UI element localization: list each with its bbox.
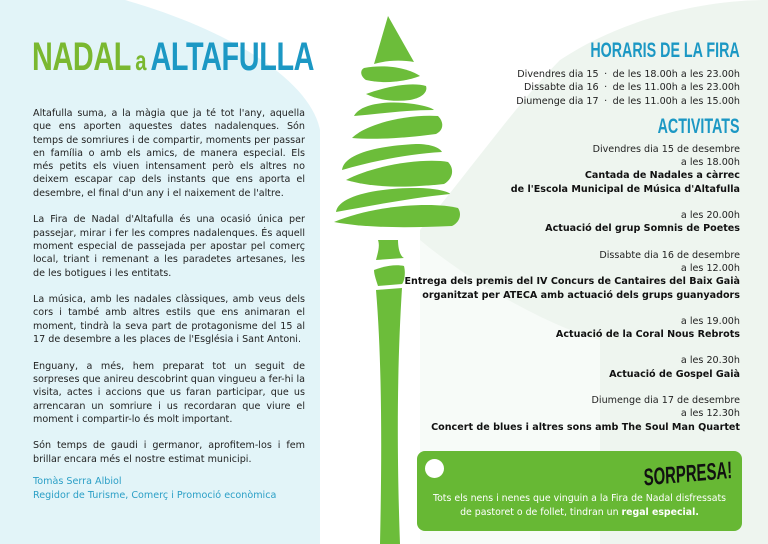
activitats-title: ACTIVITATS bbox=[658, 114, 740, 138]
horari-hours: de les 18.00h a les 23.00h bbox=[612, 69, 740, 80]
title-a: a bbox=[135, 45, 147, 76]
sorpresa-box bbox=[417, 451, 742, 531]
signature-role: Regidor de Turisme, Comerç i Promoció econòmica bbox=[33, 490, 277, 501]
horari-row bbox=[400, 68, 740, 81]
intro-paragraph: Altafulla suma, a la màgia que ja té tot l'any, aquella que ens aporten aquestes dates nadalenques. Són temps de somriures i de compartir, moments per passar en família o amb els amics, de manera especial. Els més petits els viuen intensament però els altres no deixem escapar cap dels instants que ens aporta el desembre, el final d'un any i el naixement de l'altre. bbox=[33, 108, 305, 199]
page-title bbox=[32, 37, 314, 81]
horaris-section bbox=[400, 40, 740, 108]
activity-date: Diumenge dia 17 de desembre bbox=[591, 395, 740, 407]
activity-title: de l'Escola Municipal de Música d'Altafulla bbox=[510, 183, 740, 195]
intro-paragraph: Són temps de gaudi i germanor, aprofitem-los i fem brillar encara més el nostre estimat municipi. bbox=[33, 440, 305, 465]
horari-day: Dissabte dia 16 bbox=[524, 82, 599, 94]
activity-time: a les 12.30h bbox=[680, 408, 740, 420]
sorpresa-line-2-text: de pastoret o de follet, tindran un bbox=[460, 506, 622, 518]
signature bbox=[33, 475, 276, 503]
horari-day: Diumenge dia 17 bbox=[516, 95, 599, 107]
activity-title: organitzat per ATECA amb actuació dels grups guanyadors bbox=[422, 289, 740, 301]
tree-trunk bbox=[376, 288, 402, 544]
right-column bbox=[400, 40, 740, 434]
horari-row bbox=[400, 95, 740, 108]
activity-time: a les 20.00h bbox=[680, 210, 740, 222]
activity-date: Divendres dia 15 de desembre bbox=[592, 143, 740, 155]
sorpresa-highlight: regal especial. bbox=[621, 506, 699, 518]
activity-date: Dissabte dia 16 de desembre bbox=[599, 249, 740, 261]
activity-time: a les 18.00h bbox=[680, 157, 740, 169]
signature-name: Tomàs Serra Albiol bbox=[33, 476, 122, 487]
horari-hours: de les 11.00h a les 23.00h bbox=[612, 82, 740, 94]
activity-title: Actuació de Gospel Gaià bbox=[609, 368, 740, 380]
title-altafulla: ALTAFULLA bbox=[150, 35, 315, 79]
activity-title: Cantada de Nadales a càrrec bbox=[584, 170, 740, 182]
circle-icon bbox=[425, 459, 444, 478]
sorpresa-line-2 bbox=[423, 506, 736, 520]
activity-title: Actuació de la Coral Nous Rebrots bbox=[555, 329, 740, 341]
intro-text bbox=[33, 107, 305, 479]
horari-separator: · bbox=[604, 82, 608, 94]
title-nadal: NADAL bbox=[32, 35, 131, 79]
sorpresa-text bbox=[423, 492, 736, 519]
intro-paragraph: La Fira de Nadal d'Altafulla és una ocasió única per passejar, mirar i fer les compres nadalenques. És aquell moment especial de passejada per apostar pel comerç local, triant i remenant a les paradetes artesanes, les de les botigues i les entitats. bbox=[33, 214, 305, 279]
intro-paragraph: Enguany, a més, hem preparat tot un seguit de sorpreses que anireu descobrint quan vingueu a fer-hi la visita, actes i accions que us faran participar, que us arrencaran un somriure i us recordaran que viure el moment i compartir-lo és molt important. bbox=[33, 360, 305, 425]
activity-title: Actuació del grup Somnis de Poetes bbox=[545, 223, 740, 235]
activity-time: a les 12.00h bbox=[680, 262, 740, 274]
horari-day: Divendres dia 15 bbox=[517, 69, 599, 80]
horari-row bbox=[400, 81, 740, 94]
intro-paragraph: La música, amb les nadales clàssiques, amb veus dels cors i també amb altres estils que ens animaran el moment, tindrà la seva part de protagonisme del 15 al 17 de desembre a les places de l'Església i Sant Antoni. bbox=[33, 294, 305, 346]
horari-separator: · bbox=[604, 69, 608, 80]
horaris-title: HORARIS DE LA FIRA bbox=[590, 39, 740, 62]
activitats-schedule bbox=[400, 143, 740, 434]
activity-title: Entrega dels premis del IV Concurs de Cantaires del Baix Gaià bbox=[404, 276, 740, 288]
activity-time: a les 20.30h bbox=[680, 355, 740, 367]
horari-hours: de les 11.00h a les 15.00h bbox=[612, 95, 740, 107]
sorpresa-line-1: Tots els nens i nenes que vinguin a la Fira de Nadal disfressats bbox=[432, 493, 727, 504]
sorpresa-title: SORPRESA! bbox=[643, 457, 733, 492]
activity-time: a les 19.00h bbox=[680, 315, 740, 327]
activity-title: Concert de blues i altres sons amb The Soul Man Quartet bbox=[431, 421, 740, 433]
horari-separator: · bbox=[604, 95, 608, 107]
